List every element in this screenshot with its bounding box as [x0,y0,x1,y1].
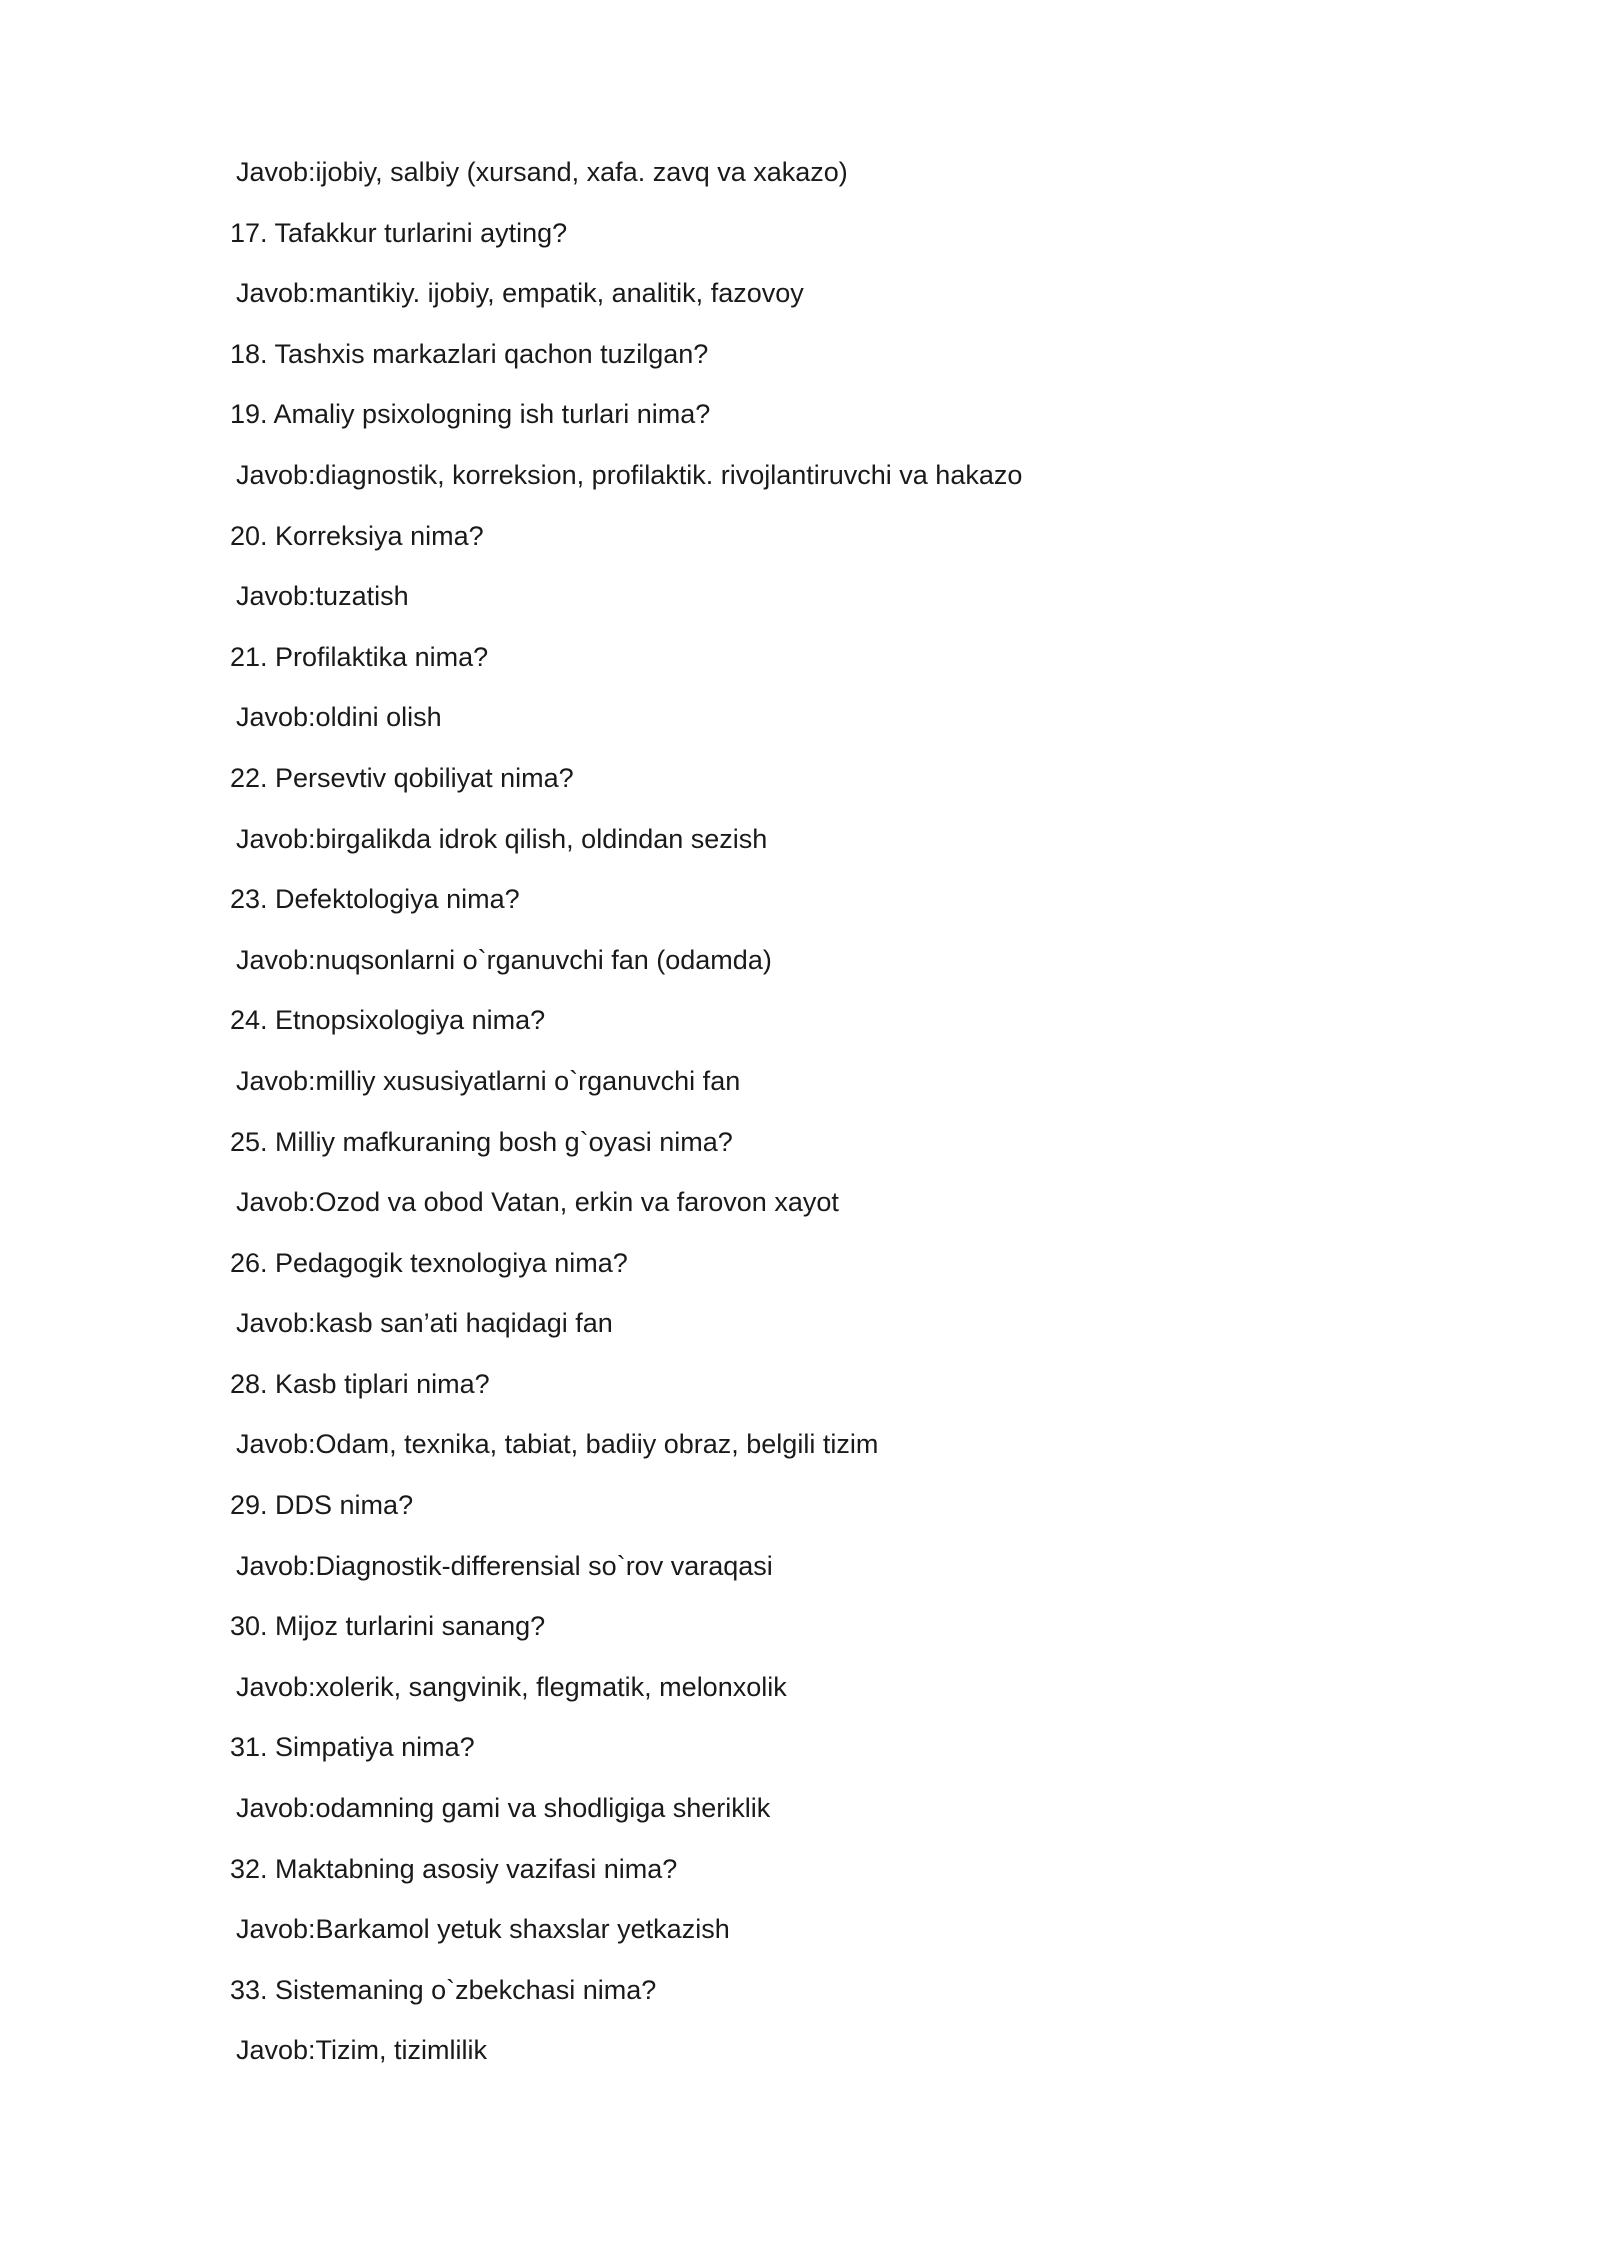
question-line: 26. Pedagogik texnologiya nima? [230,1247,628,1278]
question-line: 23. Defektologiya nima? [230,884,520,915]
question-line: 21. Profilaktika nima? [230,641,489,672]
question-line: 32. Maktabning asosiy vazifasi nima? [230,1853,678,1884]
answer-line: Javob:kasb san’ati haqidagi fan [236,1308,613,1339]
answer-line: Javob:diagnostik, korreksion, profilaktik. rivojlantiruvchi va hakazo [236,459,1023,490]
answer-line: Javob:Barkamol yetuk shaxslar yetkazish [236,1914,730,1945]
answer-line: Javob:Diagnostik-differensial so`rov varaqasi [236,1550,773,1581]
answer-line: Javob:milliy xususiyatlarni o`rganuvchi fan [236,1065,741,1096]
answer-line: Javob:odamning gami va shodligiga sheriklik [236,1793,771,1824]
answer-line: Javob:nuqsonlarni o`rganuvchi fan (odamda) [236,944,772,975]
question-line: 30. Mijoz turlarini sanang? [230,1611,546,1642]
question-line: 31. Simpatiya nima? [230,1732,475,1763]
question-line: 29. DDS nima? [230,1490,414,1521]
answer-line: Javob:mantikiy. ijobiy, empatik, analitik, fazovoy [236,278,804,309]
qa-list [230,148,1430,2087]
question-line: 22. Persevtiv qobiliyat nima? [230,762,574,793]
answer-line: Javob:oldini olish [236,702,442,733]
question-line: 17. Tafakkur turlarini ayting? [230,217,568,248]
answer-line: Javob:ijobiy, salbiy (xursand, xafa. zavq va xakazo) [236,157,848,187]
answer-line: Javob:Ozod va obod Vatan, erkin va farovon xayot [236,1187,839,1218]
answer-line: Javob:Odam, texnika, tabiat, badiiy obraz, belgili tizim [236,1429,879,1460]
answer-line: Javob:tuzatish [236,581,409,612]
question-line: 18. Tashxis markazlari qachon tuzilgan? [230,338,709,369]
answer-line: Javob:birgalikda idrok qilish, oldindan sezish [236,823,768,854]
question-line: 28. Kasb tiplari nima? [230,1368,490,1399]
question-line: 20. Korreksiya nima? [230,520,484,551]
question-line: 33. Sistemaning o`zbekchasi nima? [230,1974,657,2005]
question-line: 25. Milliy mafkuraning bosh g`oyasi nima? [230,1126,733,1157]
answer-line: Javob:Tizim, tizimlilik [236,2035,488,2066]
question-line: 24. Etnopsixologiya nima? [230,1005,546,1036]
answer-line: Javob:xolerik, sangvinik, flegmatik, melonxolik [236,1671,787,1702]
question-line: 19. Amaliy psixologning ish turlari nima? [230,399,711,430]
